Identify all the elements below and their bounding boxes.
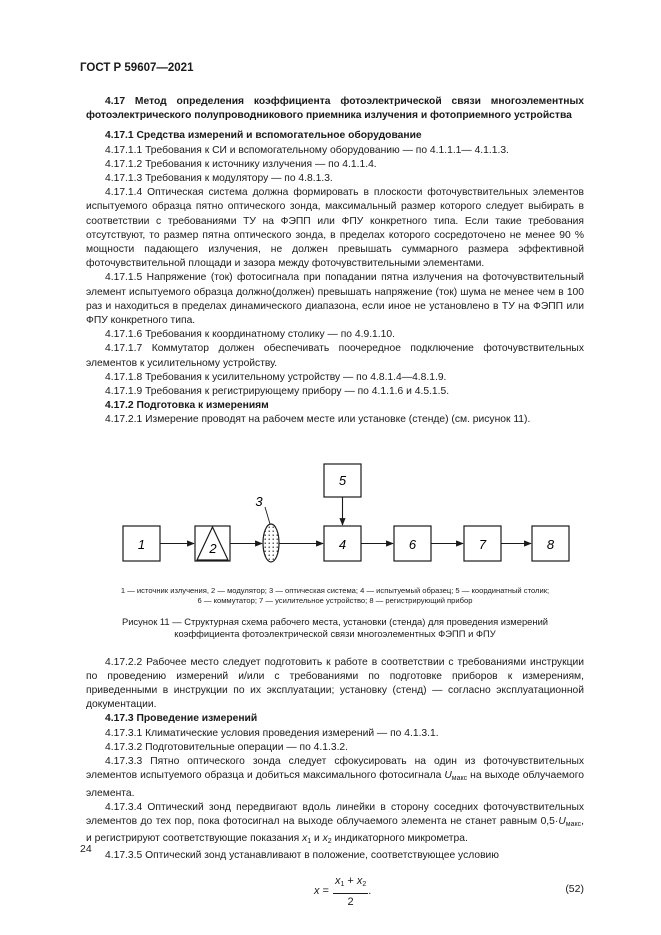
paragraph: 4.17.1.7 Коммутатор должен обеспечивать поочередное подключение фоточувствительных элементов к усилительному устройству. (86, 343, 584, 369)
paragraph: 4.17.3.2 Подготовительные операции — по 4.1.3.2. (105, 741, 349, 753)
equation-number: (52) (565, 882, 584, 895)
subsection-heading: 4.17.1 Средства измерений и вспомогательное оборудование (105, 130, 422, 142)
block-5-label: 5 (338, 472, 347, 488)
paragraph: 4.17.1.8 Требования к усилительному устройству — по 4.8.1.4—4.8.1.9. (105, 371, 447, 383)
paragraph: 4.17.2.2 Рабочее место следует подготовить к работе в соответствии с требованиями инструкции по проведению измерений и/или с требованиями по подготовке приборов к измерениям, приведенными в инструкции по их эксплуатации; установку (стенд) — согласно эксплуатационной документации. (86, 656, 584, 711)
paragraphs-after-figure (86, 656, 584, 755)
paragraph: 4.17.1.3 Требования к модулятору — по 4.8.1.3. (105, 173, 333, 185)
formula-lhs: x (314, 885, 320, 898)
paragraph: 4.17.3.1 Климатические условия проведения измерений — по 4.1.3.1. (105, 727, 439, 739)
figure-11 (86, 434, 584, 656)
lens-leader-line (265, 507, 270, 524)
formula-expression (314, 874, 371, 909)
paragraphs-before-figure (86, 129, 584, 427)
page-number: 24 (80, 843, 92, 855)
paragraph-4-17-3-4: 4.17.3.4 Оптический зонд передвигают вдоль линейки в сторону соседних фоточувствительных элементов до тех пор, пока фотосигнал на выходе облучаемого элемента не станет равным $0,5\cdot U_{макс}$, и регистрируют соответствующие показания $x_1$ и $x_2$ индикаторного микрометра. (86, 801, 584, 846)
formula-equals: = (322, 885, 329, 898)
subsection-heading: 4.17.2 Подготовка к измерениям (105, 400, 269, 412)
paragraph: 4.17.1.6 Требования к координатному столику — по 4.9.1.10. (105, 329, 395, 341)
section-title: 4.17 Метод определения коэффициента фотоэлектрической связи многоэлементных фотоэлектрического полупроводникового приемника излучения и фотоприемного устройства (86, 96, 584, 122)
formula-52 (86, 870, 584, 910)
block-7-label: 7 (478, 536, 487, 552)
paragraph: 4.17.1.5 Напряжение (ток) фотосигнала при попадании пятна излучения на фоточувствительный элемент испытуемого образца должно(должен) превышать напряжение (ток) шума не менее чем в 100 раз и находиться в пределах динамического диапазона, если иное не установлено в ТУ на ФЭПП или ФПУ конкретного типа. (86, 272, 584, 327)
block-4-label: 4 (338, 536, 347, 552)
figure-caption: Рисунок 11 — Структурная схема рабочего места, установки (стенда) для проведения измерений коэффициента фотоэлектрической связи многоэлементных ФЭПП и ФПУ (121, 615, 549, 640)
label-3: 3 (255, 493, 263, 509)
legend-line-2: 6 — коммутатор; 7 — усилительное устройство; 8 — регистрирующий прибор (197, 595, 473, 605)
formula-denominator: 2 (347, 895, 354, 908)
figure-legend (86, 586, 584, 606)
legend-line-1: 1 — источник излучения, 2 — модулятор; 3 — оптическая система; 4 — испытуемый образец; 5 — координатный столик; (120, 585, 550, 595)
paragraph-4-17-3-3: 4.17.3.3 Пятно оптического зонда следует сфокусировать на один из фоточувствительных элементов испытуемого образца и добиться максимального фотосигнала $U_{макс}$ на выходе облучаемого элемента. (86, 756, 584, 799)
block-6-label: 6 (408, 536, 417, 552)
formula-numerator: $x_1 + x_2$ (333, 874, 368, 894)
paragraph: 4.17.2.1 Измерение проводят на рабочем месте или установке (стенде) (см. рисунок 11). (105, 414, 531, 426)
block-diagram (0, 434, 661, 584)
formula-fraction (333, 874, 368, 909)
page-content (86, 95, 584, 910)
paragraph-4-17-3-5: 4.17.3.5 Оптический зонд устанавливают в положение, соответствующее условию (105, 850, 500, 862)
paragraph: 4.17.1.4 Оптическая система должна формировать в плоскости фоточувствительных элементов испытуемого образца пятно оптического зонда, максимальный размер которого следует выбирать в соответствии с требованиями ТУ на ФЭПП или ФПУ конкретного типа. Если такие требования отсутствуют, то размер пятна оптического зонда, в пределах которого сосредоточено не менее 90 % мощности падающего излучения, не должен превышать суммарного размера эффективной фоточувствительной площади и зазора между фоточувствительными элементами. (86, 187, 584, 270)
paragraph: 4.17.1.9 Требования к регистрирующему прибору — по 4.1.1.6 и 4.5.1.5. (105, 386, 450, 398)
block-1-label: 1 (137, 536, 146, 552)
optical-system-lens-icon (263, 524, 279, 562)
formula-period: . (368, 885, 372, 898)
paragraph: 4.17.1.2 Требования к источнику излучения — по 4.1.1.4. (105, 158, 377, 170)
block-8-label: 8 (546, 536, 555, 552)
block-2-label: 2 (209, 540, 217, 556)
paragraph: 4.17.1.1 Требования к СИ и вспомогательному оборудованию — по 4.1.1.1— 4.1.1.3. (105, 144, 509, 156)
subsection-heading: 4.17.3 Проведение измерений (105, 713, 258, 725)
document-code: ГОСТ Р 59607—2021 (80, 62, 194, 74)
